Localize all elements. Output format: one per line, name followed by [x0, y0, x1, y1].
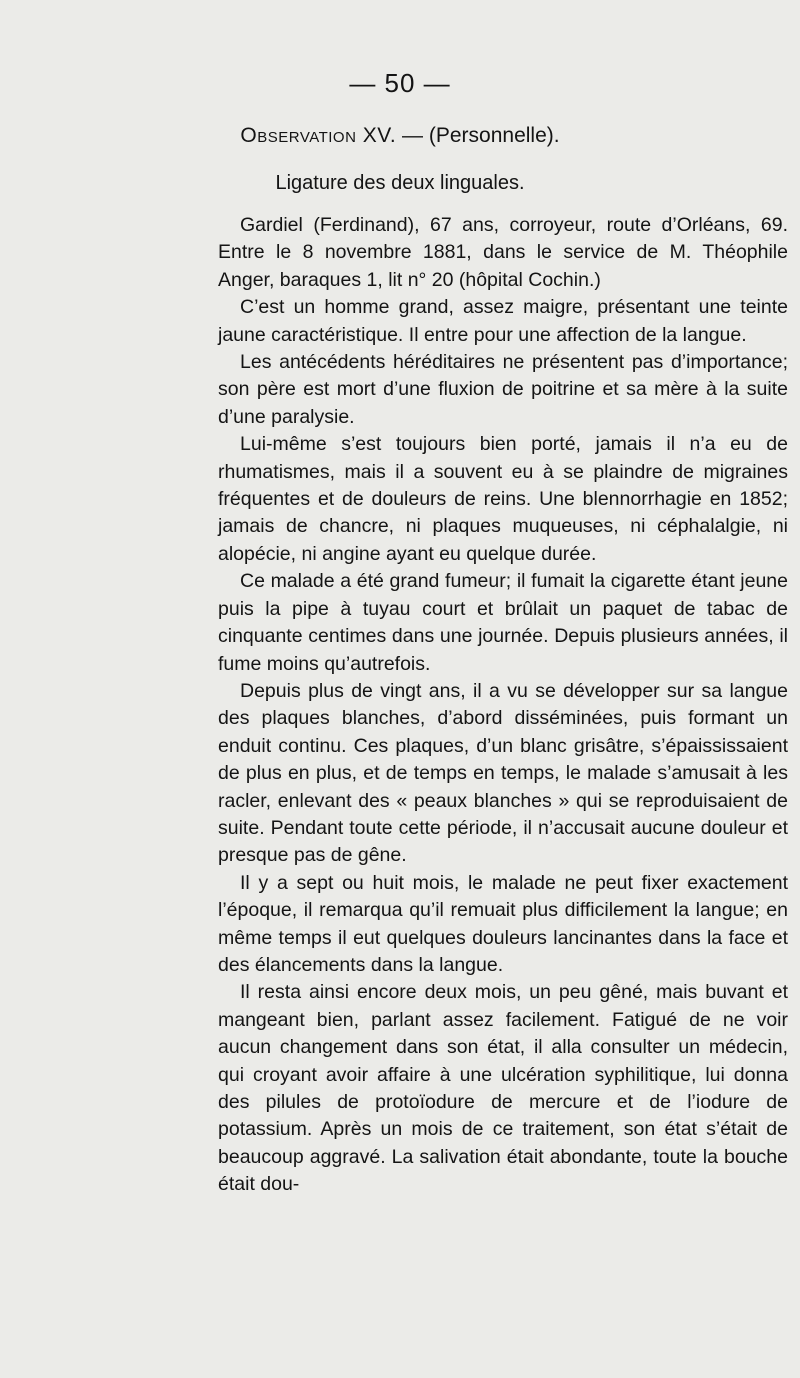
observation-heading	[0, 124, 800, 148]
paragraph: Ce malade a été grand fumeur; il fumait la cigarette étant jeune puis la pipe à tuyau court et brûlait un paquet de tabac de cinquante centimes dans une journée. Depuis plusieurs années, il fume moins qu’autrefois.	[218, 570, 788, 675]
observation-title: Observation XV.	[240, 124, 397, 147]
paragraph: Lui-même s’est toujours bien porté, jamais il n’a eu de rhumatismes, mais il a souvent eu à se plaindre de migraines fréquentes et de douleurs de reins. Une blennorrhagie en 1852; jamais de chancre, ni plaques muqueuses, ni céphalalgie, ni alopécie, ni angine ayant eu quelque durée.	[218, 433, 788, 565]
case-body	[218, 212, 788, 1199]
observation-qualifier: — (Personnelle).	[396, 124, 560, 147]
page-number: — 50 —	[349, 68, 451, 98]
case-subtitle: Ligature des deux linguales.	[275, 172, 525, 194]
paragraph: Gardiel (Ferdinand), 67 ans, corroyeur, route d’Orléans, 69. Entre le 8 novembre 1881, dans le service de M. Théophile Anger, baraques 1, lit n° 20 (hôpital Cochin.)	[218, 214, 788, 291]
paragraph: Depuis plus de vingt ans, il a vu se développer sur sa langue des plaques blanches, d’abord disséminées, puis formant un enduit continu. Ces plaques, d’un blanc grisâtre, s’épaississaient de plus en plus, et de temps en temps, le malade s’amusait à les racler, enlevant des « peaux blanches » qui se reproduisaient de suite. Pendant toute cette période, il n’accusait aucune douleur et presque pas de gêne.	[218, 679, 788, 867]
paragraph: Les antécédents héréditaires ne présentent pas d’importance; son père est mort d’une fluxion de poitrine et sa mère à la suite d’une paralysie.	[218, 351, 788, 428]
paragraph: C’est un homme grand, assez maigre, présentant une teinte jaune caractéristique. Il entre pour une affection de la langue.	[218, 296, 788, 346]
paragraph: Il y a sept ou huit mois, le malade ne peut fixer exactement l’époque, il remarqua qu’il remuait plus difficilement la langue; en même temps il eut quelques douleurs lancinantes dans la face et des élancements dans la langue.	[218, 871, 788, 976]
paragraph: Il resta ainsi encore deux mois, un peu gêné, mais buvant et mangeant bien, parlant assez facilement. Fatigué de ne voir aucun changement dans son état, il alla consulter un médecin, qui croyant avoir affaire à une ulcération syphilitique, lui donna des pilules de protoïodure de mercure et de l’iodure de potassium. Après un mois de ce traitement, son état s’était de beaucoup aggravé. La salivation était abondante, toute la bouche était dou-	[218, 981, 788, 1196]
